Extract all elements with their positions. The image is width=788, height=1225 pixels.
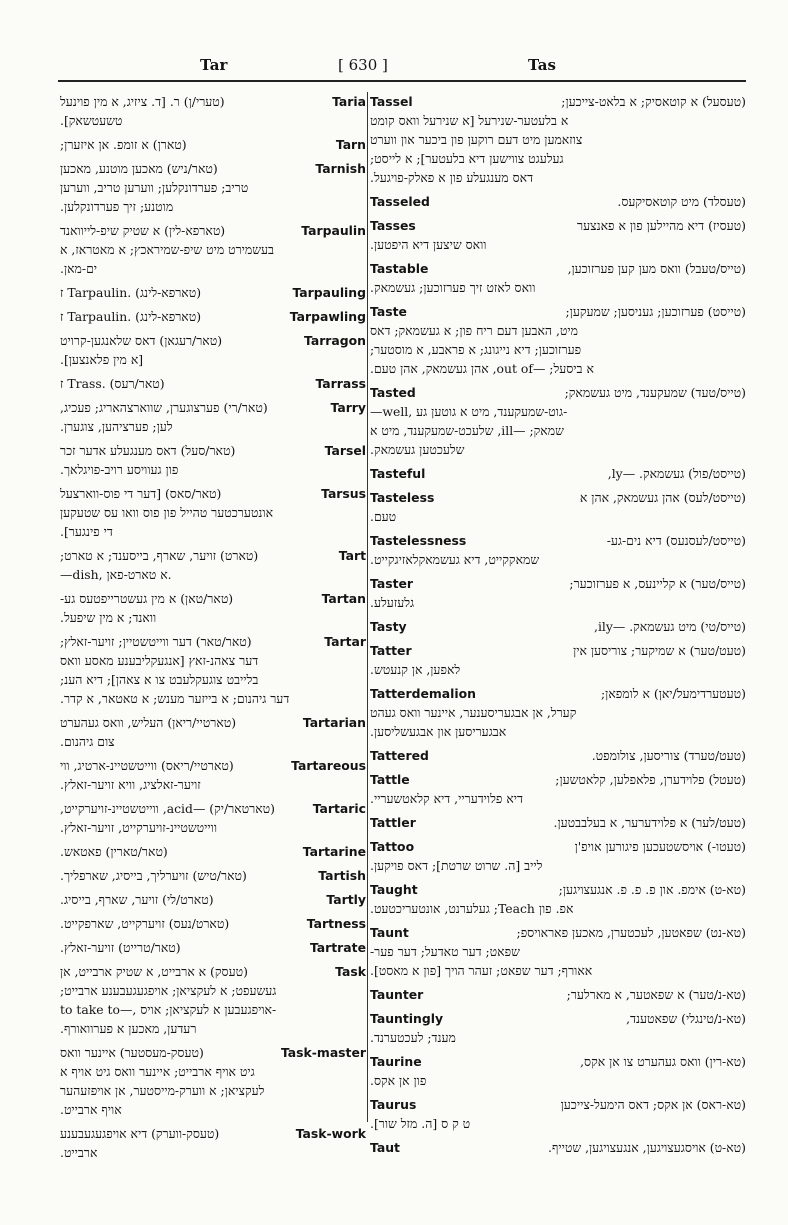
dictionary-entry [60, 890, 366, 909]
entry-headword: Tartaric [312, 801, 366, 816]
entry-first-line [370, 1009, 746, 1028]
dictionary-entry [60, 283, 366, 302]
entry-definition: (טאר/רי) פערצוגערן, שווארצהאריג; פעכיג, [60, 400, 268, 415]
entry-headword: Taste [370, 304, 407, 319]
dictionary-entry [370, 216, 746, 254]
entry-continuation-line: צוזאמען מיט דעם רוקען פון ביכער און ווערט [370, 132, 583, 147]
entry-first-line [370, 259, 746, 278]
entry-headword: Tartness [306, 916, 366, 931]
dictionary-entry [60, 842, 366, 861]
entry-headword: Tatterdemalion [370, 686, 476, 701]
entry-continuation-line: פון געוויסע רויב-פויגלאך. [60, 462, 179, 477]
dictionary-entry [60, 756, 366, 794]
dictionary-entry [60, 546, 366, 584]
entry-definition: (טייסט) פערזוכען; געניסען; שמעקען; [565, 304, 746, 319]
entry-headword: Tartrate [309, 940, 366, 955]
dictionary-entry [370, 1095, 746, 1133]
dictionary-entry [60, 331, 366, 369]
right-column [370, 92, 746, 1155]
entry-headword: Taut [370, 1140, 400, 1155]
entry-continuation-line: מוטנע; זיך פערדונקלען. [60, 199, 174, 214]
dictionary-entry [60, 135, 366, 154]
entry-headword: Tarpauling [292, 285, 366, 300]
entry-headword: Tarpawling [289, 309, 366, 324]
entry-first-line [370, 923, 746, 942]
entry-headword: Tastable [370, 261, 429, 276]
entry-definition: (טעט/לער) א פלוידערער, א בעלבבטען. [553, 815, 746, 830]
entry-headword: Taurus [370, 1097, 417, 1112]
header-rule [58, 80, 746, 82]
entry-definition: (טא-ראס) אן אקס; דאס הימעל-צייכען [560, 1097, 746, 1112]
entry-continuation-line: געשעפט; א לעקציאן; אויפגעגעבענע ארבייט; [60, 983, 277, 998]
entry-definition: (טאר/סעל) דאס מענגעלע אדער זכר [60, 443, 236, 458]
entry-headword: Task [335, 964, 366, 979]
entry-continuation-line: א ביסעל; —out of, אהן געשמאק, אהן טעם. [370, 361, 594, 376]
page-number: [ 630 ] [338, 56, 388, 74]
entry-headword: Tartish [318, 868, 366, 883]
left-column [60, 92, 366, 1160]
dictionary-entry [370, 488, 746, 526]
dictionary-entry [60, 1043, 366, 1119]
entry-first-line [370, 880, 746, 899]
entry-headword: Tattler [370, 815, 416, 830]
dictionary-entry [60, 938, 366, 957]
entry-first-line [60, 962, 366, 981]
entry-first-line [60, 713, 366, 732]
entry-headword: Tartarine [302, 844, 366, 859]
entry-definition: (טאר/טאר) דער ווייטשטיין; זויער-זאלץ; [60, 634, 252, 649]
entry-definition: (טארטאר/יק) —acid, ווייטשטיינ-זויערקייט, [60, 801, 276, 816]
dictionary-entry [60, 713, 366, 751]
entry-continuation-line: פערזוכען; דיא נייגונג; א פראבע, א מוסטער; [370, 342, 582, 357]
entry-definition: (טערי/ן) ר. [ד. ציזיג, א מין פוינעל [60, 94, 225, 109]
entry-headword: Tarnish [315, 161, 366, 176]
entry-headword: Tarragon [303, 333, 366, 348]
entry-definition: (טעט/טער) א שמיקער; צוריסען אין [573, 643, 746, 658]
entry-first-line [370, 383, 746, 402]
entry-continuation-line: וואס לאזט זיך פערזוכען; געשמאק. [370, 280, 536, 295]
dictionary-entry [370, 746, 746, 765]
entry-first-line [370, 1138, 746, 1157]
header-right-guide-word: Tas [528, 56, 556, 74]
entry-continuation-line: געלעגט צווישען דיא בלעטער]; א לייסט; [370, 151, 564, 166]
entry-headword: Taunt [370, 925, 409, 940]
entry-continuation-line: די פינגער]. [60, 524, 113, 539]
dictionary-entry [60, 632, 366, 708]
entry-continuation-line: טעם. [370, 509, 397, 524]
entry-continuation-line: קערל, אן אבגעריסענער, איינער וואס געהט [370, 705, 577, 720]
dictionary-entry [370, 813, 746, 832]
entry-first-line [370, 985, 746, 1004]
entry-first-line [60, 1124, 366, 1143]
entry-definition: (טעסעל) א קוטאסיק; א בלאט-צייכען; [561, 94, 746, 109]
entry-headword: Taster [370, 576, 414, 591]
entry-first-line [370, 641, 746, 660]
entry-definition: (טייסט/לעס) אהן געשמאק, אהן א [579, 490, 746, 505]
entry-headword: Taunter [370, 987, 424, 1002]
entry-continuation-line: ארבייט. [60, 1145, 98, 1160]
dictionary-entry [60, 799, 366, 837]
entry-continuation-line: לען; פערציהען, צוגערן. [60, 419, 173, 434]
entry-first-line [370, 531, 746, 550]
entry-continuation-line: ווייטשטיינ-זויערקייט, זויער-זאלץ. [60, 820, 217, 835]
entry-first-line [60, 546, 366, 565]
dictionary-entry [370, 302, 746, 378]
entry-continuation-line: בלייבט צוגעקלעבט צו א צאהן]; דיא הענ; [60, 672, 259, 687]
entry-first-line [60, 283, 366, 302]
entry-headword: Tartan [321, 591, 366, 606]
entry-continuation-line: אויף ארבייט. [60, 1102, 122, 1117]
entry-continuation-line: דאס מענגעלע פון א פאלק-פויגעל. [370, 170, 534, 185]
entry-definition: (טאר/סאס) [דער די פוס-ווארצעל [60, 486, 222, 501]
entry-definition: (טייס/טעבל) וואס מען קען פערזוכען, [567, 261, 746, 276]
dictionary-entry [60, 914, 366, 933]
entry-first-line [370, 464, 746, 483]
entry-definition: (טארפא-לין) א שטיק שיפ-לייוואנד [60, 223, 226, 238]
dictionary-entry [60, 962, 366, 1038]
entry-continuation-line: מיט, האבען דעם ריח פון; א געשמאק; דאס [370, 323, 578, 338]
entry-definition: (טא-נ/טינגלי) שפאטענד, [626, 1011, 746, 1026]
entry-definition: (טעסק) א ארבייט, א שטיק ארבייט, אן [60, 964, 248, 979]
entry-headword: Tassel [370, 94, 413, 109]
entry-definition: (טייס/טי) מיט געשמאק. —ily, [593, 619, 746, 634]
entry-headword: Task-work [295, 1126, 366, 1141]
dictionary-entry [60, 589, 366, 627]
entry-continuation-line: to take to—, אויפגעבען א לעקציאן; אויס- [60, 1002, 277, 1017]
entry-first-line [370, 216, 746, 235]
entry-definition: (טא-רין) וואס געהערט צו אן אקס, [580, 1054, 746, 1069]
entry-continuation-line: צום גיהנום. [60, 734, 115, 749]
entry-headword: Tauntingly [370, 1011, 444, 1026]
entry-first-line [60, 135, 366, 154]
entry-headword: Tarry [330, 400, 366, 415]
header-left-guide-word: Tar [200, 56, 228, 74]
dictionary-entry [370, 641, 746, 679]
entry-continuation-line: לאפען, אן קנעטש. [370, 662, 461, 677]
entry-continuation-line: לייב [ה. שרוט שרטת]; דאס פויקען. [370, 858, 543, 873]
entry-continuation-line: וואס שיצען דיא היפטען. [370, 237, 487, 252]
entry-continuation-line: —well, גוט-שמעקענד, מיט א גוטען גע- [370, 404, 568, 419]
dictionary-entry [370, 1052, 746, 1090]
entry-continuation-line: א בלעטער-שנירעל [א שנירעל וואס קומט [370, 113, 569, 128]
entry-first-line [370, 1095, 746, 1114]
entry-first-line [60, 398, 366, 417]
entry-headword: Tasted [370, 385, 416, 400]
entry-headword: Tartareous [291, 758, 366, 773]
entry-continuation-line: שמאקקייט, דיא געשמאקלאזיגקייט. [370, 552, 540, 567]
entry-first-line [370, 302, 746, 321]
entry-continuation-line: לעקציאן; א ווערק-מייסטער, אן אויפזעהער [60, 1083, 265, 1098]
entry-headword: Tattle [370, 772, 410, 787]
entry-continuation-line: אאורף; דער שפאט; זעהר הויך [פון א מאסט]. [370, 963, 593, 978]
entry-definition: (טא-ט) אימפ. און פ. פ. פ. אנגעצויגען; [558, 882, 746, 897]
entry-headword: Tasteful [370, 466, 426, 481]
entry-first-line [60, 441, 366, 460]
entry-definition: (טארט) זויער, שארף, בייסענד; א טארט; [60, 548, 259, 563]
entry-first-line [60, 307, 366, 326]
entry-continuation-line: אפ. פון Teach; געלערנט, אונטעריכטעט. [370, 901, 574, 916]
entry-first-line [60, 589, 366, 608]
entry-first-line [60, 632, 366, 651]
entry-definition: (טייסט/לעסנעס) דיא נים-גע- [606, 533, 746, 548]
dictionary-entry [60, 866, 366, 885]
entry-first-line [60, 756, 366, 775]
entry-headword: Tarrass [315, 376, 366, 391]
entry-continuation-line: [א מין פלאנצען]. [60, 352, 144, 367]
entry-definition: (טא-נ/טער) א שפאטער, א מארלער; [566, 987, 746, 1002]
entry-continuation-line: רעדען, מאכען א פערוואורף. [60, 1021, 197, 1036]
entry-definition: (טאר/טארין) פאטאש. [60, 844, 168, 859]
entry-definition: (טייסט/פול) געשמאק. —ly, [607, 466, 746, 481]
dictionary-entry [370, 1009, 746, 1047]
entry-first-line [370, 813, 746, 832]
entry-first-line [60, 799, 366, 818]
entry-definition: (טעטל) פלוידערן, פלאפלען, קלאטשען; [555, 772, 746, 787]
entry-first-line [60, 842, 366, 861]
entry-definition: (טעט/טערד) צוריסען, צולומפט. [591, 748, 746, 763]
entry-continuation-line: טריב; פערדונקלען; ווערען טריב, ווערען [60, 180, 249, 195]
entry-first-line [370, 488, 746, 507]
page-header [0, 56, 788, 78]
entry-first-line [370, 746, 746, 765]
entry-headword: Taria [332, 94, 366, 109]
entry-definition: (טאר/ניש) מאכען מוטנע, מאכען [60, 161, 218, 176]
entry-headword: Tasteless [370, 490, 435, 505]
dictionary-entry [370, 880, 746, 918]
entry-definition: (טייס/טער) א קליינעס, א פערזוכער; [569, 576, 746, 591]
entry-first-line [60, 374, 366, 393]
dictionary-entry [60, 159, 366, 216]
entry-continuation-line: דער גיהנום; א בייזער מענש; א טאטאר, א קדר. [60, 691, 290, 706]
dictionary-entry [60, 441, 366, 479]
entry-first-line [60, 484, 366, 503]
entry-first-line [370, 192, 746, 211]
entry-continuation-line: אונטערכטער טהייל פון פוס וואו עס שטעקען [60, 505, 274, 520]
entry-definition: (טעטו-) אויסשטעכען פיגורען אויפ'ן [574, 839, 746, 854]
entry-definition: (טאר/רעס) .Trass ז [60, 376, 165, 391]
entry-first-line [370, 574, 746, 593]
entry-first-line [370, 92, 746, 111]
entry-continuation-line: טשעטשאק]. [60, 113, 123, 128]
entry-definition: (טעסק-מעסטער) איינער וואס [60, 1045, 204, 1060]
entry-headword: Tastelessness [370, 533, 467, 548]
dictionary-entry [60, 484, 366, 541]
entry-first-line [60, 159, 366, 178]
entry-headword: Tarsel [324, 443, 366, 458]
dictionary-entry [60, 1124, 366, 1162]
entry-continuation-line: בעשמירט מיט שיפ-שמיראכץ; א מאטראז, א [60, 242, 275, 257]
entry-continuation-line: ט ק ס [ה. מזל שור]. [370, 1116, 471, 1131]
entry-first-line [60, 221, 366, 240]
dictionary-entry [370, 1138, 746, 1157]
entry-definition: (טארן) א זומפ. אן איזערן; [60, 137, 187, 152]
entry-headword: Taurine [370, 1054, 422, 1069]
entry-first-line [60, 938, 366, 957]
entry-definition: (טעטערדימעל/יאן) א לומפאן; [600, 686, 746, 701]
entry-headword: Tarn [335, 137, 366, 152]
dictionary-entry [60, 221, 366, 278]
entry-definition: (טא-נט) שפאטען, לעכטערן, מאכען פאראויספ; [516, 925, 746, 940]
dictionary-entry [370, 923, 746, 980]
entry-headword: Tattoo [370, 839, 415, 854]
dictionary-entry [370, 985, 746, 1004]
entry-headword: Tarpaulin [301, 223, 366, 238]
dictionary-entry [60, 398, 366, 436]
entry-definition: (טארט/נעס) זויערקייט, שארפקייט. [60, 916, 230, 931]
dictionary-entry [60, 374, 366, 393]
dictionary-entry [60, 92, 366, 130]
dictionary-entry [60, 307, 366, 326]
entry-headword: Tasty [370, 619, 407, 634]
column-divider [367, 92, 368, 1122]
entry-headword: Tartarian [302, 715, 366, 730]
entry-continuation-line: וואנד; א מין שיפעל. [60, 610, 157, 625]
entry-headword: Tasseled [370, 194, 430, 209]
entry-definition: (טייס/טעד) שמעקענד, מיט געשמאק; [564, 385, 746, 400]
entry-headword: Tartly [326, 892, 366, 907]
entry-continuation-line: גיט אויף ארבייט; איינער וואס גיט אויף א [60, 1064, 255, 1079]
entry-headword: Tart [338, 548, 366, 563]
entry-definition: (טעסלד) מיט קוטאסיקעס. [617, 194, 746, 209]
entry-continuation-line: פון אן אקס. [370, 1073, 427, 1088]
dictionary-entry [370, 574, 746, 612]
entry-first-line [60, 890, 366, 909]
entry-definition: (טארט/לי) זויער, שארף, בייסיג. [60, 892, 214, 907]
entry-headword: Tasses [370, 218, 416, 233]
entry-definition: (טארפא-לינג) .Tarpaulin ז [60, 285, 202, 300]
entry-headword: Taught [370, 882, 418, 897]
entry-first-line [370, 617, 746, 636]
entry-definition: (טאר/טיש) זויערליך, בייסיג, שארפליך. [60, 868, 247, 883]
dictionary-entry [370, 92, 746, 187]
entry-continuation-line: שמאק; —ill, שלעכט-שמעקענד, מיט א [370, 423, 564, 438]
entry-definition: (טארטיי/ריאן) העליש, וואס געהערט [60, 715, 237, 730]
entry-continuation-line: אבגעריסען און אבגעשליסען. [370, 724, 507, 739]
entry-continuation-line: מענד; לעכטערנד. [370, 1030, 456, 1045]
entry-first-line [60, 1043, 366, 1062]
entry-continuation-line: זויער-זאלציג, וויא זויער-זאלץ. [60, 777, 201, 792]
entry-first-line [60, 92, 366, 111]
entry-definition: (טאר/טרייט) זויער-זאלץ. [60, 940, 181, 955]
dictionary-entry [370, 531, 746, 569]
dictionary-entry [370, 770, 746, 808]
entry-continuation-line: ים-מאן. [60, 261, 98, 276]
dictionary-entry [370, 617, 746, 636]
entry-first-line [60, 866, 366, 885]
dictionary-entry [370, 259, 746, 297]
entry-first-line [60, 331, 366, 350]
entry-definition: (טעסיז) דיא מהיילען פון א פאנצער [577, 218, 746, 233]
entry-continuation-line: גלעזעלע. [370, 595, 415, 610]
entry-continuation-line: דער צאהנ-זאץ [אנגעקליבענע מאסע וואס [60, 653, 259, 668]
entry-continuation-line: שלעכטען געשמאק. [370, 442, 465, 457]
entry-continuation-line: דיא פלוידעריי, דיא קלאטשעריי. [370, 791, 523, 806]
dictionary-entry [370, 464, 746, 483]
entry-first-line [370, 837, 746, 856]
entry-headword: Tarsus [321, 486, 366, 501]
dictionary-entry [370, 383, 746, 459]
entry-first-line [60, 914, 366, 933]
entry-continuation-line: —dish, א טארט-פאן. [60, 567, 172, 582]
entry-definition: (טא-ט) אויסגעצויגען, אנגעצויגען, שטייף. [548, 1140, 746, 1155]
dictionary-entry [370, 837, 746, 875]
entry-definition: (טעסק-ווערק) דיא אויפגעגעבענע [60, 1126, 220, 1141]
entry-first-line [370, 684, 746, 703]
entry-headword: Tatter [370, 643, 412, 658]
entry-first-line [370, 770, 746, 789]
entry-continuation-line: שפאט; דער טאדעל; דער פער- [370, 944, 520, 959]
entry-definition: (טאר/רעגאן) דאס שלאנגען-קרויט [60, 333, 223, 348]
entry-headword: Task-master [280, 1045, 366, 1060]
dictionary-entry [370, 684, 746, 741]
entry-definition: (טאר/טאן) א מין געשטרייפטעס גע- [60, 591, 234, 606]
entry-headword: Tartar [324, 634, 366, 649]
dictionary-entry [370, 192, 746, 211]
entry-headword: Tattered [370, 748, 429, 763]
entry-definition: (טארטיי/ריאס) ווייטשטיינ-ארטיג, ווי [60, 758, 234, 773]
entry-first-line [370, 1052, 746, 1071]
entry-definition: (טארפא-לינג) .Tarpaulin ז [60, 309, 202, 324]
